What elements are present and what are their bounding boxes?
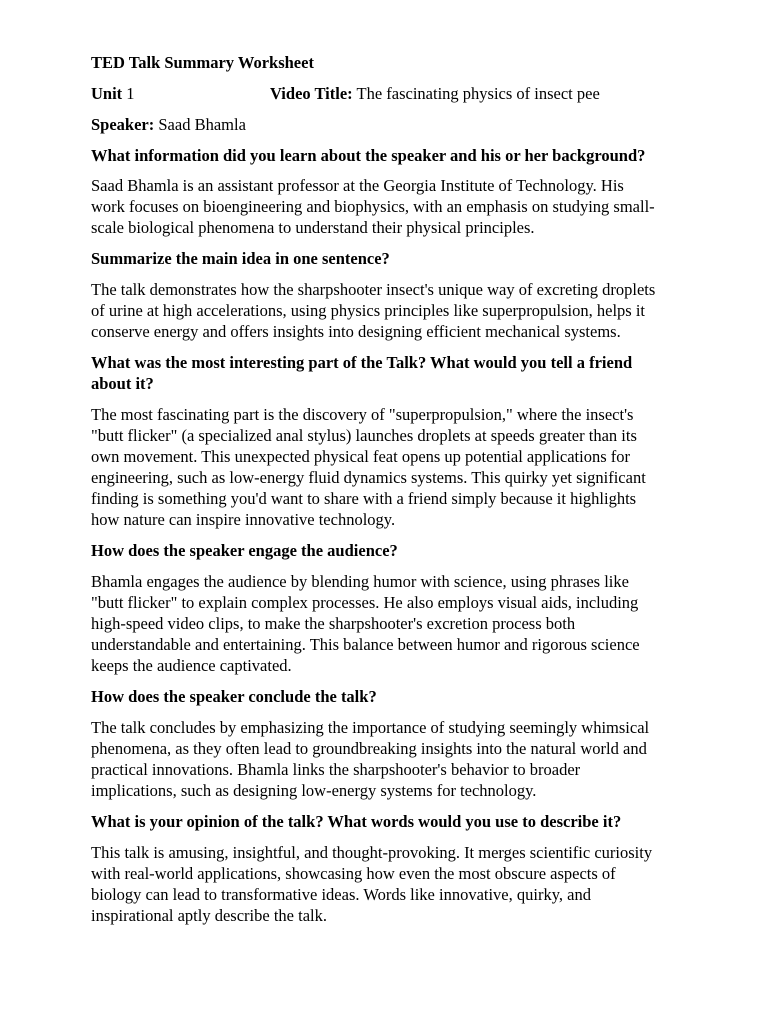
question-opinion: What is your opinion of the talk? What words would you use to describe it? (91, 812, 622, 831)
answer-line: high-speed video clips, to make the sharpshooter's excretion process both (91, 614, 576, 633)
answer-line: Saad Bhamla is an assistant professor at the Georgia Institute of Technology. His (91, 176, 624, 195)
video-title-value: The fascinating physics of insect pee (356, 84, 600, 103)
answer-line: This talk is amusing, insightful, and thought-provoking. It merges scientific curiosity (91, 843, 653, 862)
answer-line: phenomena, as they often lead to groundbreaking insights into the natural world and (91, 739, 647, 758)
answer-line: inspirational aptly describe the talk. (91, 906, 327, 925)
speaker-value: Saad Bhamla (158, 115, 246, 134)
answer-line: practical innovations. Bhamla links the sharpshooter's behavior to broader (91, 760, 581, 779)
answer-line: The most fascinating part is the discovery of "superpropulsion," where the insect's (91, 405, 634, 424)
speaker-label: Speaker: (91, 115, 155, 134)
worksheet-title: TED Talk Summary Worksheet (91, 53, 314, 72)
question-engage-audience: How does the speaker engage the audience? (91, 541, 398, 560)
answer-line: work focuses on bioengineering and biophysics, with an emphasis on studying small- (91, 197, 655, 216)
video-title-row (270, 83, 600, 104)
answer-line: Bhamla engages the audience by blending humor with science, using phrases like (91, 572, 629, 591)
speaker-row (91, 114, 246, 135)
question-most-interesting-cont: about it? (91, 374, 154, 393)
question-most-interesting: What was the most interesting part of the Talk? What would you tell a friend (91, 353, 633, 372)
answer-line: finding is something you'd want to share with a friend simply because it highlights (91, 489, 637, 508)
question-speaker-background: What information did you learn about the speaker and his or her background? (91, 146, 646, 165)
video-title-label: Video Title: (270, 84, 353, 103)
answer-line: of urine at high accelerations, using physics principles like superpropulsion, helps it (91, 301, 646, 320)
answer-line: engineering, such as low-energy fluid dynamics systems. This quirky yet significant (91, 468, 646, 487)
answer-line: understandable and entertaining. This balance between humor and rigorous science (91, 635, 640, 654)
answer-line: The talk concludes by emphasizing the importance of studying seemingly whimsical (91, 718, 650, 737)
answer-line: conserve energy and offers insights into designing efficient mechanical systems. (91, 322, 621, 341)
answer-line: keeps the audience captivated. (91, 656, 292, 675)
unit-label: Unit (91, 84, 123, 103)
answer-line: implications, such as designing low-energy systems for technology. (91, 781, 537, 800)
answer-line: biology can lead to transformative ideas. Words like innovative, quirky, and (91, 885, 591, 904)
question-conclude-talk: How does the speaker conclude the talk? (91, 687, 377, 706)
answer-line: with real-world applications, showcasing how even the most obscure aspects of (91, 864, 616, 883)
answer-line: "butt flicker" to explain complex processes. He also employs visual aids, including (91, 593, 639, 612)
question-main-idea: Summarize the main idea in one sentence? (91, 249, 390, 268)
answer-line: The talk demonstrates how the sharpshooter insect's unique way of excreting droplets (91, 280, 656, 299)
unit-row (91, 83, 135, 104)
answer-line: how nature can inspire innovative technology. (91, 510, 396, 529)
unit-value: 1 (126, 84, 135, 103)
answer-line: "butt flicker" (a specialized anal stylus) launches droplets at speeds greater than its (91, 426, 637, 445)
answer-line: own movement. This unexpected physical feat opens up potential applications for (91, 447, 631, 466)
answer-line: scale biological phenomena to understand their physical principles. (91, 218, 535, 237)
